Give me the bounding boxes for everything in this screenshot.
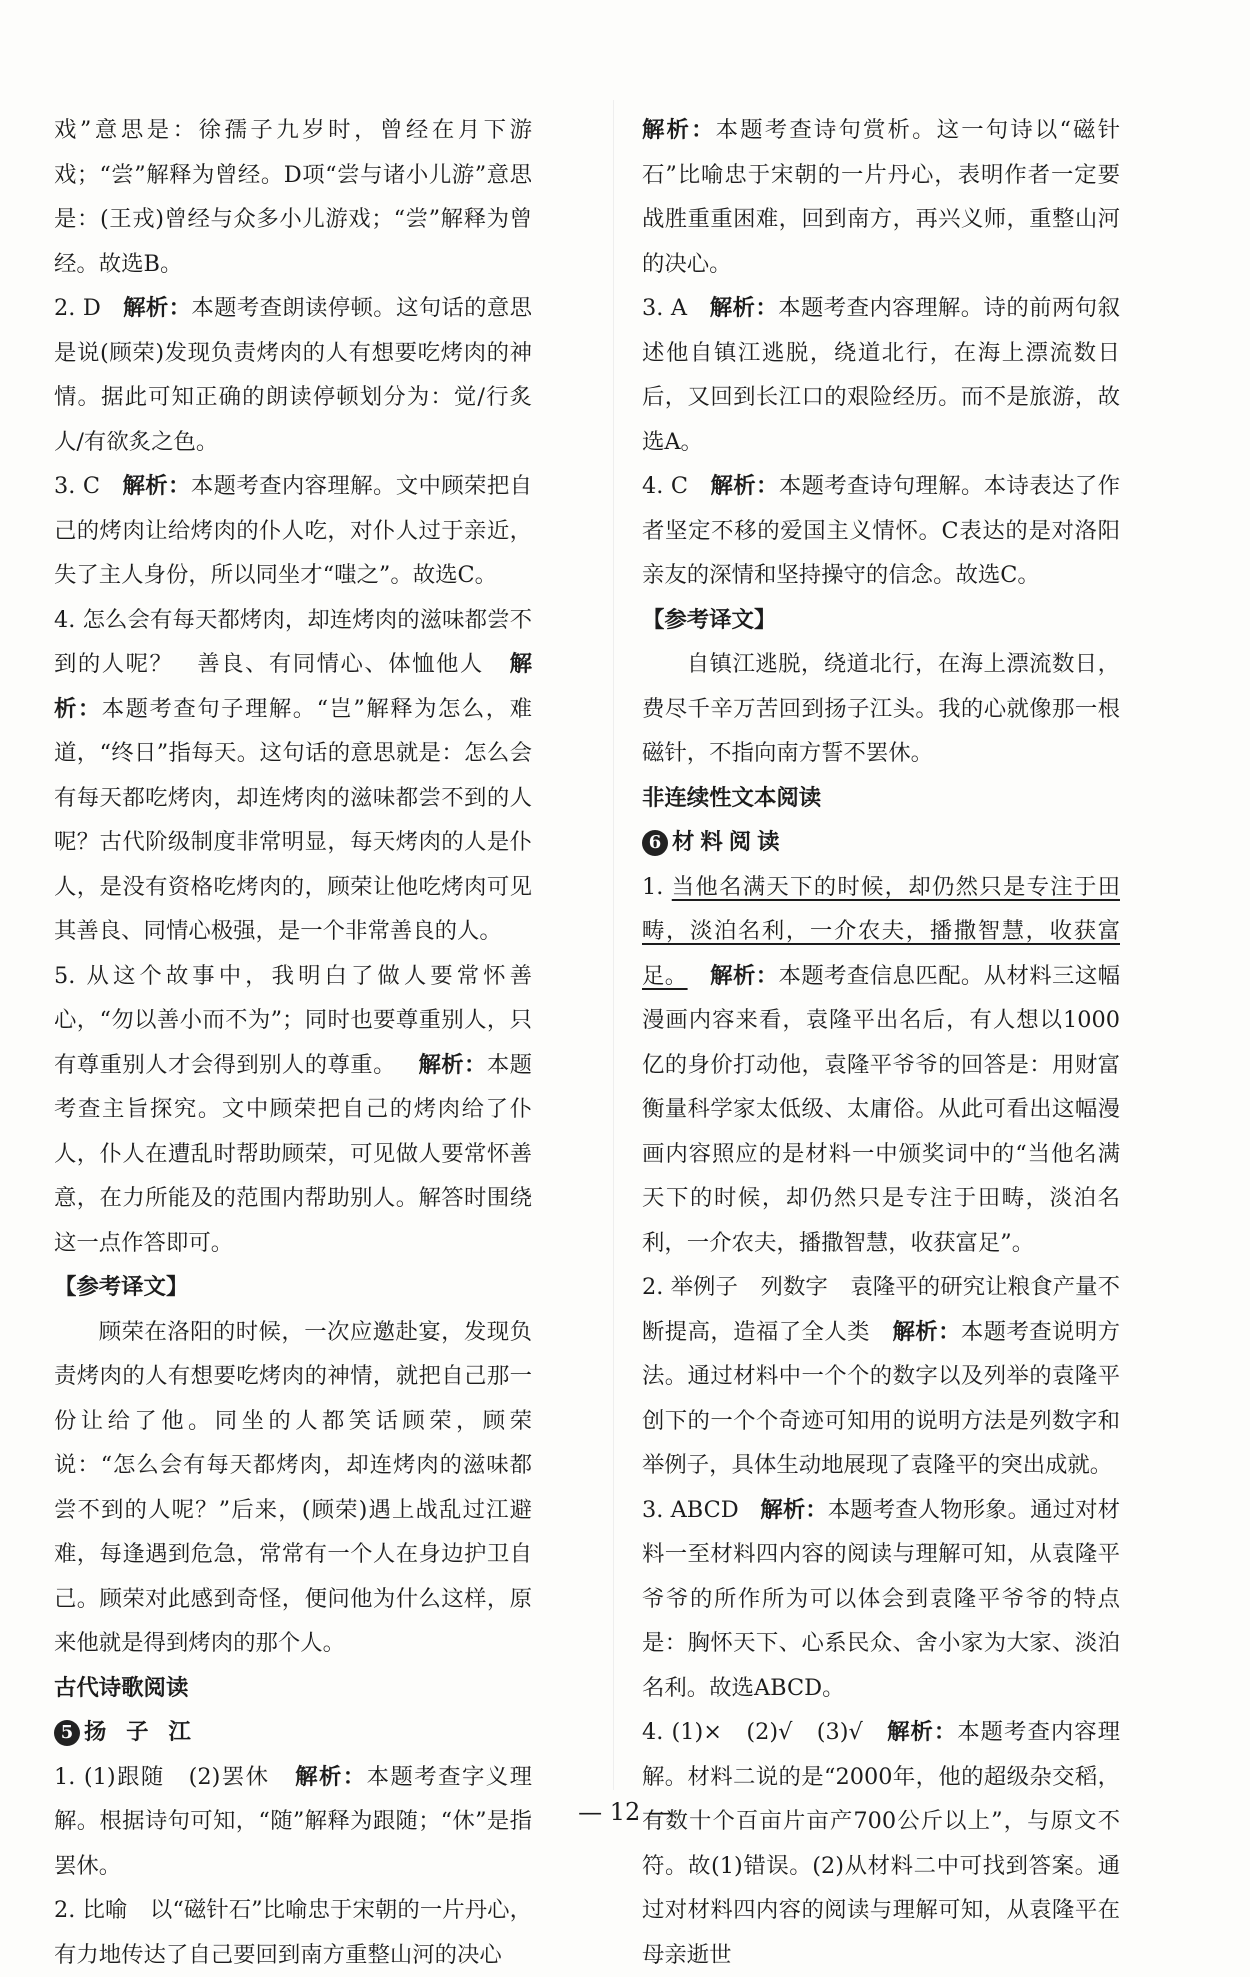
analysis-label: 解析： <box>709 295 779 321</box>
answer-item: 4. 怎么会有每天都烤肉，却连烤肉的滋味都尝不到的人呢？ 善良、有同情心、体恤他人 解析：本题考查句子理解。“岂”解释为怎么，难道，“终日”指每天。这句话的意思就是：怎么会有每天都吃烤肉，却连烤肉的滋味都尝不到的人呢？古代阶级制度非常明显，每天烤肉的人是仆人，是没有资格吃烤肉的，顾荣让他吃烤肉可见其善良、同情心极强，是一个非常善良的人。 <box>54 606 532 944</box>
lesson-number-badge: 5 <box>54 1720 80 1746</box>
analysis-label: 解析： <box>642 117 716 143</box>
analysis-label: 解析： <box>887 1719 958 1745</box>
answer-item: 2. D 解析：本题考查朗读停顿。这句话的意思是说(顾荣)发现负责烤肉的人有想要吃烤肉的神情。据此可知正确的朗读停顿划分为：觉/行炙人/有欲炙之色。 <box>54 295 533 455</box>
page-number: — 12 — <box>578 1798 672 1826</box>
lesson-title: 5 扬 子 江 <box>54 1710 532 1755</box>
right-column <box>642 108 1120 1977</box>
analysis-label: 解析： <box>710 473 779 499</box>
paragraph: 戏”意思是：徐孺子九岁时，曾经在月下游戏；“尝”解释为曾经。D项“尝与诸小儿游”意思是：(王戎)曾经与众多小儿游戏；“尝”解释为曾经。故选B。 <box>54 117 532 277</box>
answer-item: 解析：本题考查诗句赏析。这一句诗以“磁针石”比喻忠于宋朝的一片丹心，表明作者一定要战胜重重困难，回到南方，再兴义师，重整山河的决心。 <box>642 117 1121 277</box>
answer-item: 5. 从这个故事中，我明白了做人要常怀善心，“勿以善小而不为”；同时也要尊重别人，只有尊重别人才会得到别人的尊重。 解析：本题考查主旨探究。文中顾荣把自己的烤肉给了仆人，仆人在遭乱时帮助顾荣，可见做人要常怀善意，在力所能及的范围内帮助别人。解答时围绕这一点作答即可。 <box>54 962 533 1256</box>
answer-item: 4. C 解析：本题考查诗句理解。本诗表达了作者坚定不移的爱国主义情怀。C表达的是对洛阳亲友的深情和坚持操守的信念。故选C。 <box>642 473 1120 588</box>
answer-item: 3. ABCD 解析：本题考查人物形象。通过对材料一至材料四内容的阅读与理解可知，从袁隆平爷爷的所作所为可以体会到袁隆平爷爷的特点是：胸怀天下、心系民众、舍小家为大家、淡泊名利。故选ABCD。 <box>642 1496 1120 1701</box>
answer-item: 1. 当他名满天下的时候，却仍然只是专注于田畴，淡泊名利，一介农夫，播撒智慧，收获富足。 解析：本题考查信息匹配。从材料三这幅漫画内容来看，袁隆平出名后，有人想以1000亿的身价打动他，袁隆平爷爷的回答是：用财富衡量科学家太低级、太庸俗。从此可看出这幅漫画内容照应的是材料一中颁奖词中的“当他名满天下的时候，却仍然只是专注于田畴，淡泊名利，一介农夫，播撒智慧，收获富足”。 <box>642 873 1121 1256</box>
answer-item: 2. 举例子 列数字 袁隆平的研究让粮食产量不断提高，造福了全人类 解析：本题考查说明方法。通过材料中一个个的数字以及列举的袁隆平创下的一个个奇迹可知用的说明方法是列数字和举例子，具体生动地展现了袁隆平的突出成就。 <box>642 1274 1121 1478</box>
lesson-number-badge: 6 <box>642 830 668 856</box>
answer-item: 2. 比喻 以“磁针石”比喻忠于宋朝的一片丹心，有力地传达了自己要回到南方重整山河的决心 <box>54 1897 532 1968</box>
underlined-answer: 当他名满天下的时候，却仍然只是专注于田畴，淡泊名利，一介农夫，播撒智慧，收获富足。 <box>642 873 1120 989</box>
column-divider <box>613 100 614 1790</box>
answer-item: 3. C 解析：本题考查内容理解。文中顾荣把自己的烤肉让给烤肉的仆人吃，对仆人过于亲近，失了主人身份，所以同坐才“嗤之”。故选C。 <box>54 473 532 588</box>
analysis-label: 解析： <box>122 473 191 499</box>
reference-translation-text: 顾荣在洛阳的时候，一次应邀赴宴，发现负责烤肉的人有想要吃烤肉的神情，就把自己那一份让给了他。同坐的人都笑话顾荣，顾荣说：“怎么会有每天都烤肉，却连烤肉的滋味都尝不到的人呢？”后来，(顾荣)遇上战乱过江避难，每逢遇到危急，常常有一个人在身边护卫自己。顾荣对此感到奇怪，便问他为什么这样，原来他就是得到烤肉的那个人。 <box>54 1318 532 1656</box>
analysis-label: 解析： <box>295 1763 367 1790</box>
section-title: 非连续性文本阅读 <box>642 784 822 811</box>
answer-item: 4. (1)× (2)√ (3)√ 解析：本题考查内容理解。材料二说的是“2000年，他的超级杂交稻，有数十个百亩片亩产700公斤以上”，与原文不符。故(1)错误。(2)从材料二中可找到答案。通过对材料四内容的阅读与理解可知，从袁隆平在母亲逝世 <box>642 1719 1121 1968</box>
analysis-label: 解析： <box>54 651 532 722</box>
analysis-label: 解析： <box>710 962 779 989</box>
reference-translation-text: 自镇江逃脱，绕道北行，在海上漂流数日，费尽千辛万苦回到扬子江头。我的心就像那一根磁针，不指向南方誓不罢休。 <box>642 651 1120 766</box>
analysis-label: 解析： <box>418 1051 487 1078</box>
left-column <box>54 108 532 1977</box>
answer-item: 1. (1)跟随 (2)罢休 解析：本题考查字义理解。根据诗句可知，“随”解释为跟随；“休”是指罢休。 <box>54 1763 533 1879</box>
reference-translation-heading: 【参考译文】 <box>642 606 777 633</box>
lesson-title: 6 材料阅读 <box>642 820 1120 865</box>
analysis-label: 解析： <box>892 1318 961 1345</box>
analysis-label: 解析： <box>123 295 192 321</box>
analysis-label: 解析： <box>760 1496 828 1523</box>
answer-item: 3. A 解析：本题考查内容理解。诗的前两句叙述他自镇江逃脱，绕道北行，在海上漂流数日后，又回到长江口的艰险经历。而不是旅游，故选A。 <box>642 295 1120 455</box>
section-title: 古代诗歌阅读 <box>54 1674 189 1701</box>
reference-translation-heading: 【参考译文】 <box>54 1274 189 1300</box>
